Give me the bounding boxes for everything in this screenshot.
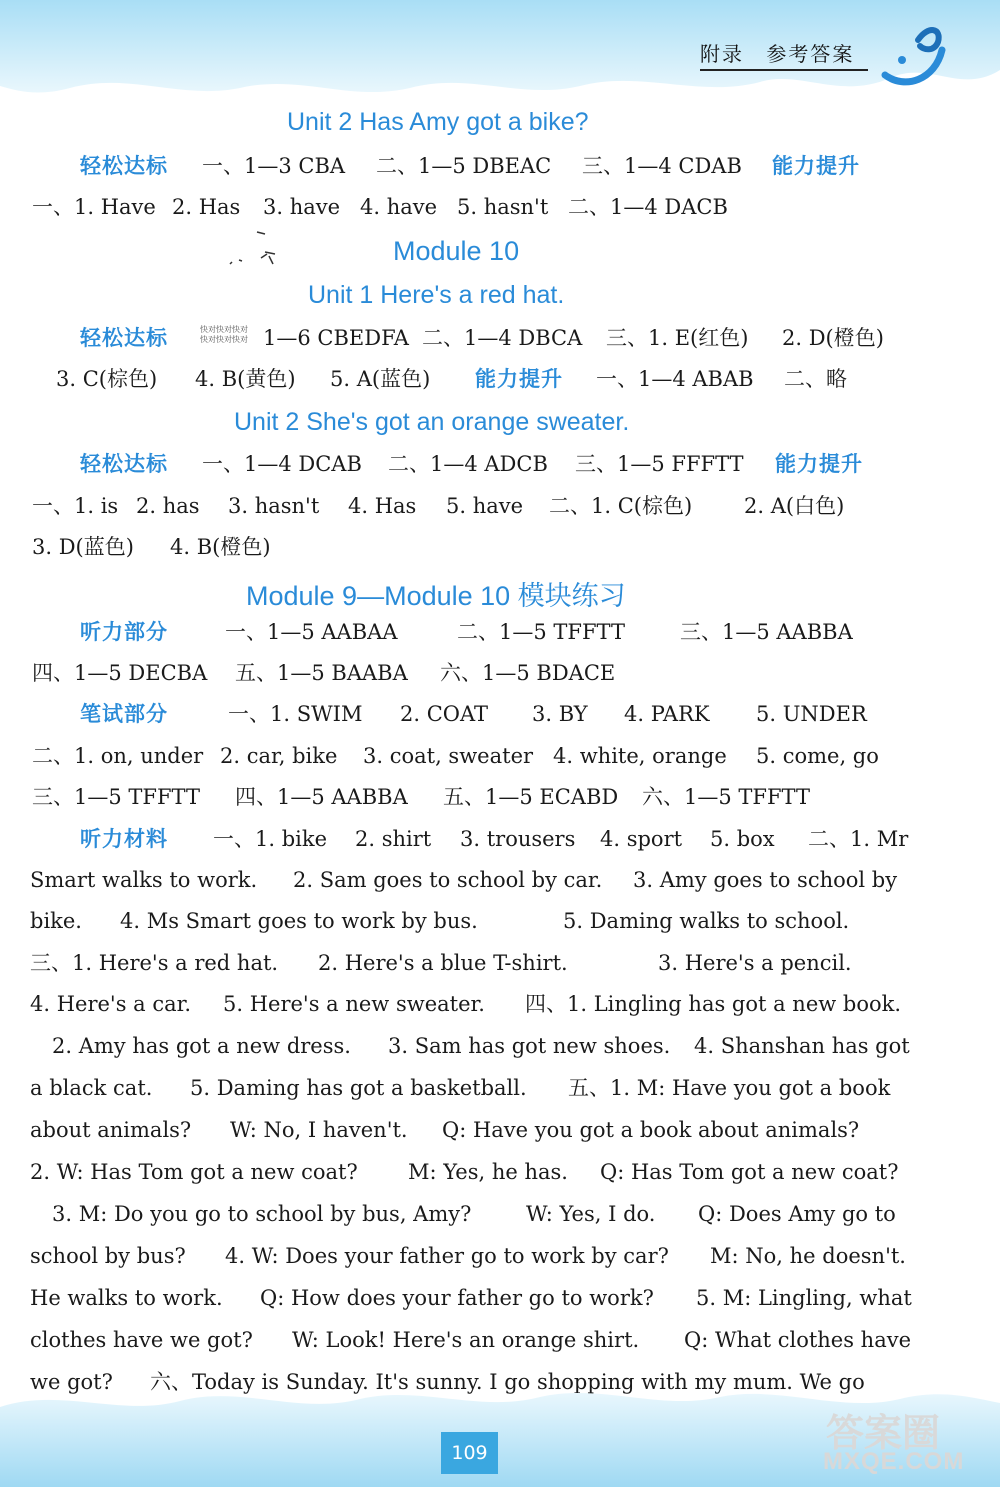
- sentence: 五、1. M: Have you got a book: [568, 1076, 891, 1100]
- m10u2-line-2: [30, 490, 910, 522]
- answer: 3. have: [263, 195, 341, 219]
- material-line-4: [30, 947, 910, 979]
- sentence: 5. M: Lingling, what: [696, 1286, 912, 1310]
- sentence: 5. Here's a new sweater.: [223, 992, 485, 1016]
- sentence: 4. Here's a car.: [30, 992, 192, 1016]
- material-line-6: [30, 1030, 910, 1062]
- answer: 五、1—5 BAABA: [235, 661, 408, 685]
- answer: 5. have: [446, 494, 524, 518]
- answer: 一、1. bike: [213, 827, 328, 851]
- writing-tag: 笔试部分: [80, 702, 168, 726]
- sentence: W: No, I haven't.: [230, 1118, 408, 1142]
- answer: 二、1—4 DBCA: [422, 326, 583, 350]
- sentence: M: Yes, he has.: [408, 1160, 568, 1184]
- ability-tag: 能力提升: [475, 367, 563, 391]
- answer: 3. BY: [532, 702, 588, 726]
- material-line-1: [30, 823, 910, 855]
- answer: 5. UNDER: [756, 702, 867, 726]
- answer: 3. C(棕色): [56, 367, 158, 391]
- sentence: 2. Amy has got a new dress.: [52, 1034, 351, 1058]
- header-appendix: 附录: [700, 42, 744, 66]
- easy-tag: 轻松达标: [80, 452, 168, 476]
- answer: 三、1—5 FFFTT: [575, 452, 744, 476]
- answer: 一、1—5 AABAA: [225, 620, 398, 644]
- sentence: Q: What clothes have: [684, 1328, 912, 1352]
- answer: 2. A(白色): [744, 494, 845, 518]
- sentence: we got?: [30, 1370, 113, 1394]
- sentence: M: No, he doesn't.: [710, 1244, 906, 1268]
- answer: 四、1—5 DECBA: [32, 661, 208, 685]
- sentence: Q: Have you got a book about animals?: [442, 1118, 860, 1142]
- answer: 2. COAT: [400, 702, 489, 726]
- sentence: 三、1. Here's a red hat.: [30, 951, 279, 975]
- material-line-2: [30, 864, 910, 896]
- answer: 一、1. Have: [32, 195, 156, 219]
- sentence: 四、1. Lingling has got a new book.: [525, 992, 902, 1016]
- answer: 5. hasn't: [457, 195, 549, 219]
- sentence: 2. Here's a blue T-shirt.: [318, 951, 568, 975]
- answer: 二、1—5 TFFTT: [457, 620, 625, 644]
- m10u1-line-1: [30, 322, 910, 354]
- module10-title: Module 10: [393, 236, 520, 266]
- listen-line-1: [30, 616, 910, 648]
- sentence: 3. M: Do you go to school by bus, Amy?: [52, 1202, 472, 1226]
- material-line-12: [30, 1282, 910, 1314]
- answer: 3. trousers: [460, 827, 576, 851]
- answer: 4. white, orange: [553, 744, 727, 768]
- answer: 三、1. E(红色): [606, 326, 749, 350]
- sentence: He walks to work.: [30, 1286, 223, 1310]
- answer: 一、1—4 DCAB: [202, 452, 362, 476]
- material-line-8: [30, 1114, 910, 1146]
- sentence: about animals?: [30, 1118, 192, 1142]
- material-line-10: [30, 1198, 910, 1230]
- m10u1-line-2: [30, 363, 910, 395]
- unit2-title: Unit 2 Has Amy got a bike?: [287, 108, 589, 136]
- write-line-1: [30, 698, 910, 730]
- answer: 5. A(蓝色): [330, 367, 431, 391]
- answer: 4. PARK: [624, 702, 710, 726]
- write-line-3: [30, 781, 910, 813]
- sentence: Q: How does your father go to work?: [260, 1286, 654, 1310]
- material-line-9: [30, 1156, 910, 1188]
- material-line-13: [30, 1324, 910, 1356]
- answer: 六、1—5 BDACE: [440, 661, 616, 685]
- answer: 五、1—5 ECABD: [443, 785, 619, 809]
- header-label: [700, 38, 868, 71]
- sentence: Q: Has Tom got a new coat?: [600, 1160, 899, 1184]
- answer: 3. hasn't: [228, 494, 320, 518]
- sentence: W: Look! Here's an orange shirt.: [292, 1328, 640, 1352]
- unit2b-title: Unit 2 She's got an orange sweater.: [234, 408, 630, 436]
- sentence: 4. Shanshan has got: [694, 1034, 910, 1058]
- sentence: 5. Daming has got a basketball.: [190, 1076, 527, 1100]
- easy-tag: 轻松达标: [80, 326, 168, 350]
- pen-marks: [225, 228, 285, 268]
- ability-tag: 能力提升: [772, 154, 860, 178]
- answer: 2. shirt: [355, 827, 432, 851]
- swoosh-logo-icon: [880, 20, 950, 90]
- stamp-smear: 快对快对快对 快对快对快对: [200, 325, 248, 344]
- material-line-5: [30, 988, 910, 1020]
- answer: 4. B(橙色): [170, 535, 271, 559]
- sentence: 4. W: Does your father go to work by car?: [225, 1244, 669, 1268]
- answer: 三、1—5 AABBA: [680, 620, 853, 644]
- review-title: Module 9—Module 10 模块练习: [246, 581, 626, 611]
- answer: 5. box: [710, 827, 775, 851]
- ability-tag: 能力提升: [775, 452, 863, 476]
- answer: 4. Has: [348, 494, 417, 518]
- unit1-title: Unit 1 Here's a red hat.: [308, 281, 565, 309]
- sentence: W: Yes, I do.: [526, 1202, 656, 1226]
- sentence: 2. W: Has Tom got a new coat?: [30, 1160, 358, 1184]
- answer: 一、1—4 ABAB: [596, 367, 754, 391]
- answer: 二、1. on, under: [32, 744, 204, 768]
- sentence: 3. Amy goes to school by: [633, 868, 898, 892]
- answer: 三、1—5 TFFTT: [32, 785, 200, 809]
- header-answers: 参考答案: [766, 42, 855, 66]
- answer: 一、1. SWIM: [228, 702, 363, 726]
- answer: 2. D(橙色): [782, 326, 884, 350]
- watermark-logo-text: 答案圈: [826, 1411, 941, 1455]
- sentence: Smart walks to work.: [30, 868, 258, 892]
- sentence: 2. Sam goes to school by car.: [293, 868, 603, 892]
- answer: 二、1—5 DBEAC: [376, 154, 552, 178]
- listen-line-2: [30, 657, 910, 689]
- sentence: 5. Daming walks to school.: [563, 909, 850, 933]
- answer: 4. sport: [600, 827, 683, 851]
- sentence: clothes have we got?: [30, 1328, 253, 1352]
- easy-tag: 轻松达标: [80, 154, 168, 178]
- answer: 二、1—4 ADCB: [388, 452, 548, 476]
- material-tag: 听力材料: [80, 827, 168, 851]
- material-line-3: [30, 905, 910, 937]
- sentence: 六、Today is Sunday. It's sunny. I go shopping with my mum. We go: [150, 1370, 865, 1394]
- answer: 四、1—5 AABBA: [235, 785, 408, 809]
- answer: 1—6 CBEDFA: [263, 326, 409, 350]
- answer: 2. Has: [172, 195, 241, 219]
- page-number: 109: [441, 1432, 498, 1474]
- answer: 一、1—3 CBA: [202, 154, 346, 178]
- answer: 2. car, bike: [220, 744, 338, 768]
- answer: 2. has: [136, 494, 200, 518]
- sentence: school by bus?: [30, 1244, 186, 1268]
- listening-tag: 听力部分: [80, 620, 168, 644]
- answer: 二、1—4 DACB: [568, 195, 728, 219]
- sentence: a black cat.: [30, 1076, 153, 1100]
- m10u2-line-3: [30, 531, 910, 563]
- u2-line-2: [30, 191, 910, 223]
- answer: 3. coat, sweater: [363, 744, 534, 768]
- answer: 3. D(蓝色): [32, 535, 134, 559]
- answer: 二、1. Mr: [808, 827, 909, 851]
- answer: 4. B(黄色): [195, 367, 296, 391]
- answer: 二、略: [784, 367, 847, 391]
- write-line-2: [30, 740, 910, 772]
- answer: 一、1. is: [32, 494, 119, 518]
- material-line-7: [30, 1072, 910, 1104]
- m10u2-line-1: [30, 448, 910, 480]
- sentence: 3. Sam has got new shoes.: [388, 1034, 671, 1058]
- sentence: 4. Ms Smart goes to work by bus.: [120, 909, 478, 933]
- answer: 六、1—5 TFFTT: [642, 785, 810, 809]
- answer: 三、1—4 CDAB: [582, 154, 742, 178]
- material-line-11: [30, 1240, 910, 1272]
- u2-line-1: [30, 150, 910, 182]
- sentence: bike.: [30, 909, 82, 933]
- answer: 二、1. C(棕色): [549, 494, 693, 518]
- watermark-url: MXQE.COM: [823, 1448, 965, 1475]
- sentence: 3. Here's a pencil.: [658, 951, 852, 975]
- answer: 4. have: [360, 195, 438, 219]
- answer: 5. come, go: [756, 744, 879, 768]
- sentence: Q: Does Amy go to: [698, 1202, 896, 1226]
